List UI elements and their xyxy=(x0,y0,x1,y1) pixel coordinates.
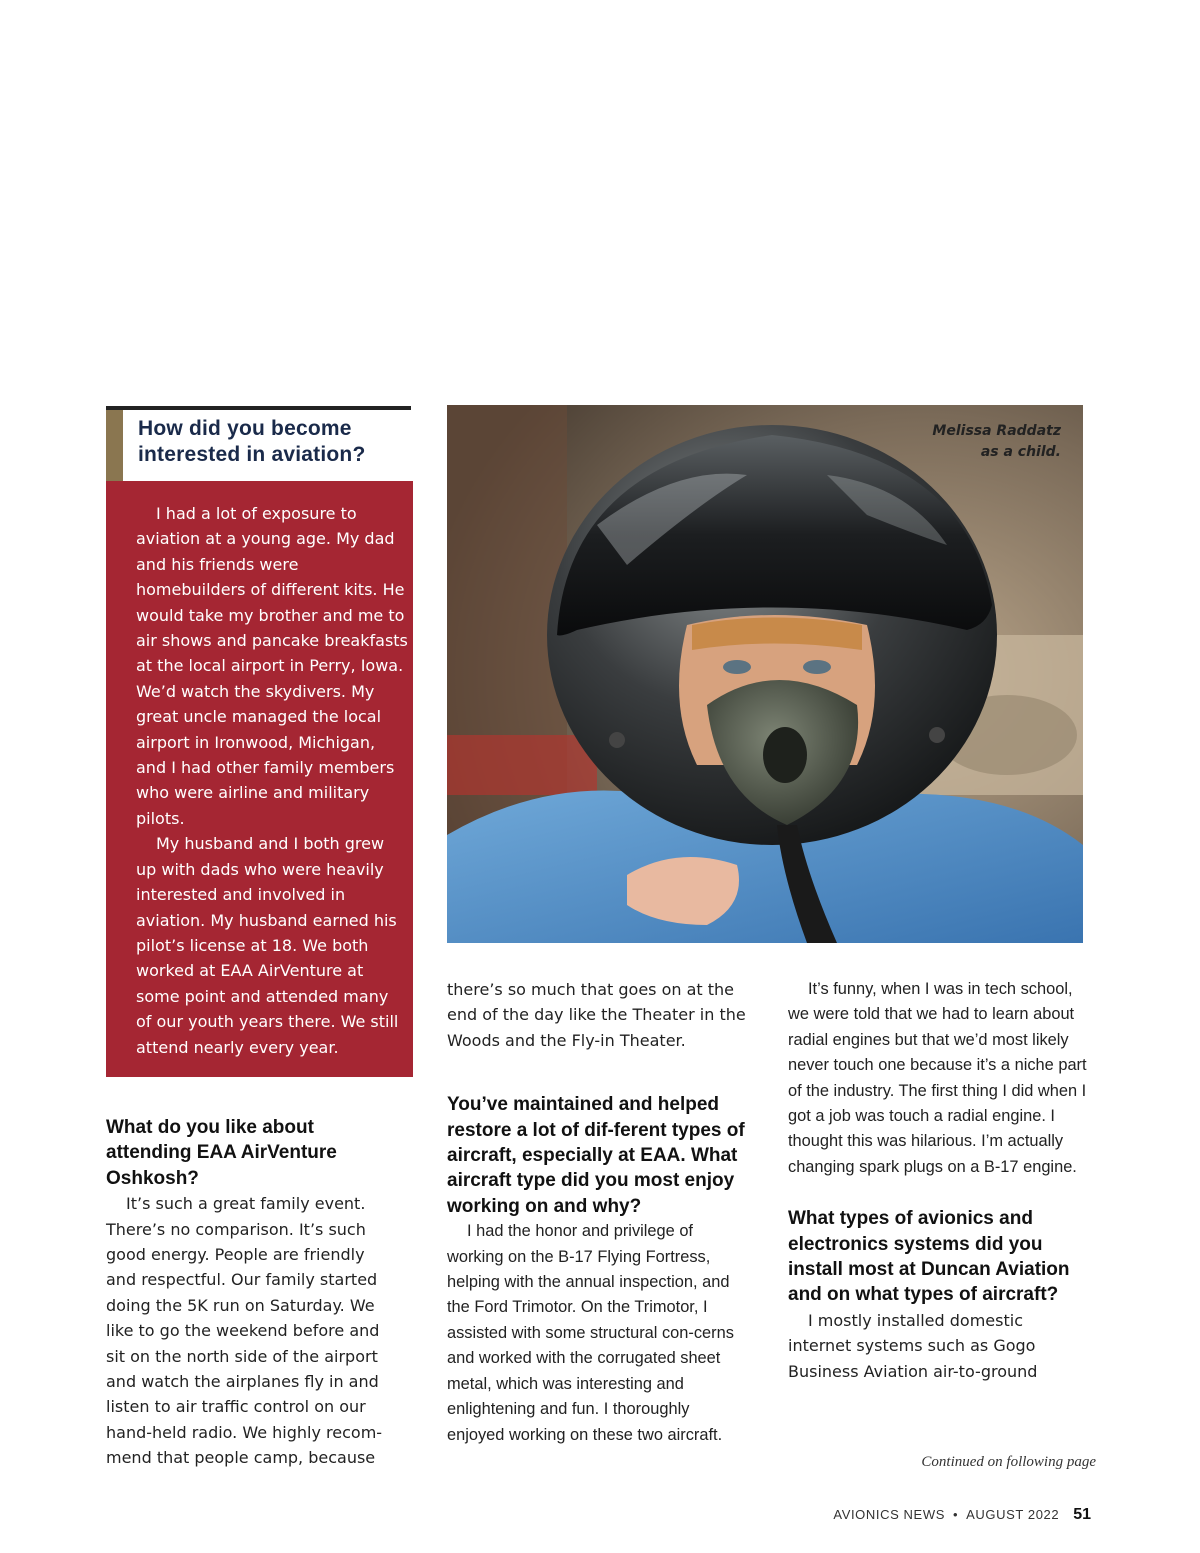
page-footer xyxy=(833,1506,1091,1524)
answer-aircraft-types: I had the honor and privilege of working on the B-17 Flying Fortress, helping with the annual inspection, and the Ford Trimotor. On the Trimotor, I assisted with some structural con-cerns and worked with the corrugated sheet metal, which was interesting and enlightening and fun. I thoroughly enjoyed working on these two aircraft. xyxy=(447,1222,734,1444)
column-1 xyxy=(106,1115,396,1471)
question-airventure: What do you like about attending EAA AirVenture Oshkosh? xyxy=(106,1117,337,1189)
column-3 xyxy=(788,977,1088,1384)
sidebar-accent-bar xyxy=(106,410,123,487)
sidebar-question: How did you become interested in aviation? xyxy=(138,417,366,466)
photo-illustration xyxy=(447,405,1083,943)
continued-note: Continued on following page xyxy=(921,1454,1096,1470)
footer-separator: • xyxy=(952,1507,959,1522)
question-aircraft-types: You’ve maintained and helped restore a lot of dif-ferent types of aircraft, especially at EAA. What aircraft type did you most enjoy working on and why? xyxy=(447,1094,745,1217)
sidebar-paragraph-1: I had a lot of exposure to aviation at a young age. My dad and his friends were homebuilders of different kits. He would take my brother and me to air shows and pancake breakfasts at the local airport in Perry, Iowa. We’d watch the skydivers. My great uncle managed the local airport in Ironwood, Michigan, and I had other family members who were airline and military pilots. xyxy=(136,504,408,828)
answer-avionics-systems: I mostly installed domestic internet systems such as Gogo Business Aviation air-to-ground xyxy=(788,1310,1038,1381)
caption-line-1: Melissa Raddatz xyxy=(932,423,1061,439)
child-pilot-helmet-photo xyxy=(447,405,1083,943)
continuation-text: there’s so much that goes on at the end of the day like the Theater in the Woods and the Fly-in Theater. xyxy=(447,980,746,1050)
publication-name: AVIONICS NEWS xyxy=(833,1507,945,1522)
question-avionics-systems: What types of avionics and electronics systems did you install most at Duncan Aviation and on what types of aircraft? xyxy=(788,1208,1070,1306)
sidebar-answer xyxy=(136,501,408,1060)
sidebar-paragraph-2: My husband and I both grew up with dads who were heavily interested and involved in aviation. My husband earned his pilot’s license at 18. We both worked at EAA AirVenture at some point and attended many of our youth years there. We still attend nearly every year. xyxy=(136,834,399,1057)
radial-engine-paragraph: It’s funny, when I was in tech school, we were told that we had to learn about radial engines but that we’d most likely never touch one because it’s a niche part of the industry. The first thing I did when I got a job was touch a radial engine. I thought this was hilarious. I’m actually changing spark plugs on a B-17 engine. xyxy=(788,980,1087,1176)
answer-airventure: It’s such a great family event. There’s no comparison. It’s such good energy. People are friendly and respectful. Our family started doing the 5K run on Saturday. We like to go the weekend before and sit on the north side of the airport and watch the airplanes fly in and listen to air traffic control on our hand-held radio. We highly recom-mend that people camp, because xyxy=(106,1194,383,1468)
sidebar-top-rule xyxy=(106,406,411,410)
column-2 xyxy=(447,977,747,1448)
issue-date: AUGUST 2022 xyxy=(966,1507,1060,1522)
photo-caption xyxy=(932,421,1061,463)
page-number: 51 xyxy=(1073,1506,1091,1523)
caption-line-2: as a child. xyxy=(980,444,1061,460)
